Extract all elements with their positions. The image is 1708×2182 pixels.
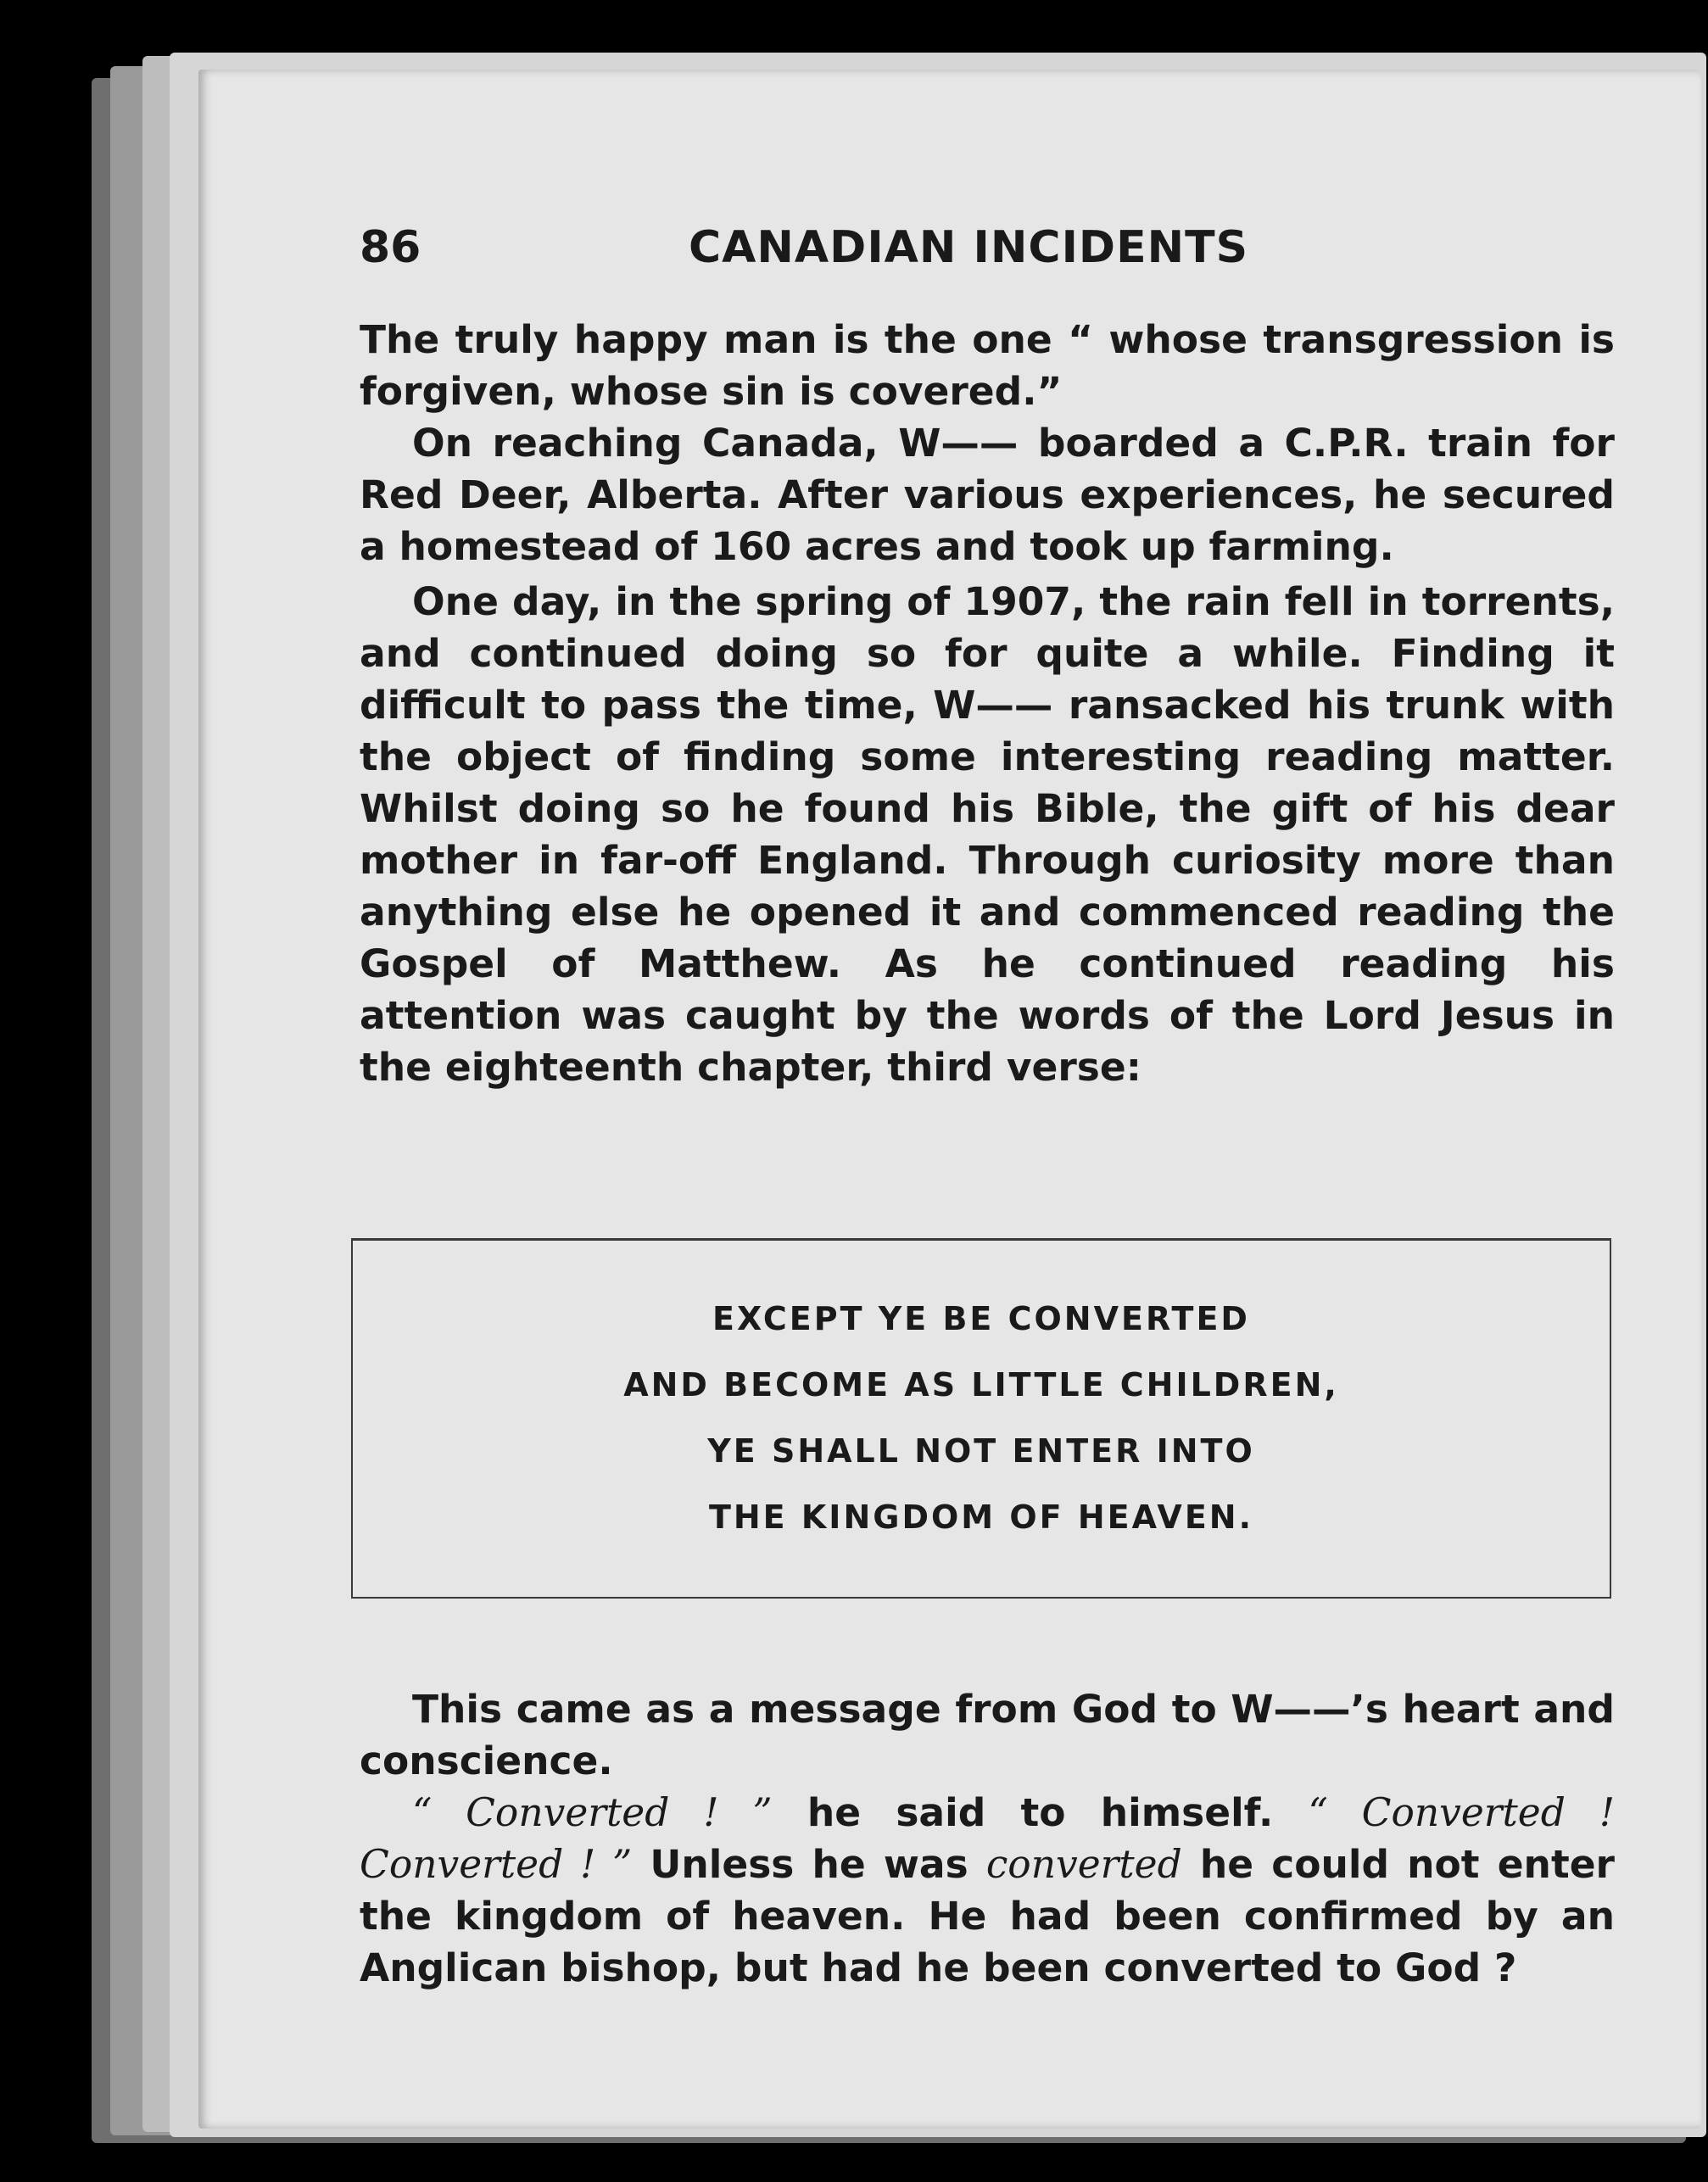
page-number: 86 [360,222,421,273]
body-text-top [360,314,1615,1093]
scripture-verse-box [351,1238,1611,1599]
verse-line: EXCEPT YE BE CONVERTED [712,1300,1250,1337]
paragraph-3: One day, in the spring of 1907, the rain fell in torrents, and continued doing so for quite a while. Finding it difficult to pass the time, W—— ransacked his trunk with the object of finding some interesting reading matter. Whilst doing so he found his Bible, the gift of his dear mother in far-off England. Through curiosity more than anything else he opened it and commenced reading the Gospel of Matthew. As he continued reading his attention was caught by the words of the Lord Jesus in the eighteenth chapter, third verse: [360,579,1615,1090]
text-run: he could not enter the kingdom of heaven. He had been confirmed by an Anglican bishop, but had he been converted to God ? [360,1842,1615,1990]
paragraph-4: This came as a message from God to W——’s heart and conscience. [360,1687,1615,1783]
italic-word: converted [985,1842,1182,1887]
italic-quote: “ Converted ! Converted ! ” [360,1790,1615,1887]
running-title: CANADIAN INCIDENTS [689,222,1249,273]
verse-line: YE SHALL NOT ENTER INTO [707,1432,1255,1470]
paragraph-2: On reaching Canada, W—— boarded a C.P.R. train for Red Deer, Alberta. After various experiences, he secured a homestead of 160 acres and took up farming. [360,421,1615,569]
paragraph-5 [360,1787,1615,1994]
text-run: he said to himself. [772,1790,1309,1835]
text-run: Unless he was [632,1842,986,1887]
body-text-bottom [360,1683,1615,1994]
verse-line: AND BECOME AS LITTLE CHILDREN, [623,1366,1339,1404]
verse-line: THE KINGDOM OF HEAVEN. [708,1498,1254,1536]
paragraph-1: The truly happy man is the one “ whose transgression is forgiven, whose sin is covered.” [360,317,1615,414]
italic-quote: “ Converted ! ” [412,1790,773,1835]
page-header [360,222,1259,282]
